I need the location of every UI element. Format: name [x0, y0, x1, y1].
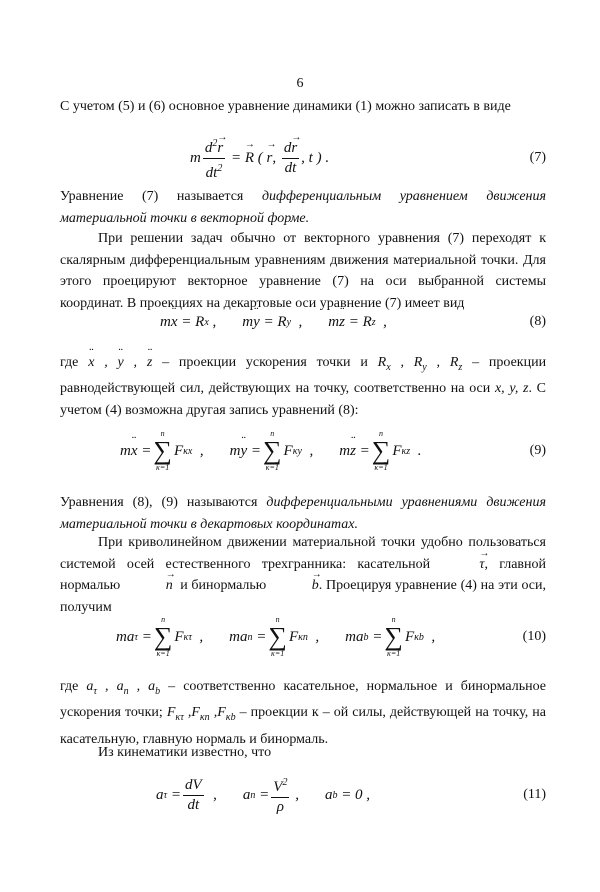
equation-10-formula: ma τ = n ∑ κ=1 F κτ , ma n = n ∑ κ=1 F κn , ma b = n ∑ κ=1 F κb , — [116, 615, 436, 658]
paragraph-natural-notation: где $a_\tau$ , $a_n$ , $a_b$ – соответственно касательное, нормальное и бинормальное ускорения точки; $F_{\kappa\tau}$ $,F_{\kappa n}$ $,F_{\kappa b}$ – проекции к – ой силы, действующей на точку, на касательную, главную нормаль и бинормаль. — [60, 679, 547, 747]
definition-cartesian-term: дифференциальными уравнениями движения материальной точки в декартовых координатах. — [60, 495, 546, 532]
paragraph-projection: При решении задач обычно от векторного уравнения (7) переходят к скалярным дифференциальным уравнениям движения материальной точки. Для этого проецируют векторное уравнение (7) на оси выбранной системы координат. В проекциях на декартовые оси уравнение (7) имеет вид — [60, 231, 546, 311]
page-number: 6 — [296, 76, 304, 91]
natural-notation-forces: – проекции к – ой силы, действующей на точку, на касательную, главную нормаль и бинормаль. — [60, 705, 546, 747]
equation-9-formula: m ¨ x = n ∑ κ=1 F κx , m ¨ y = n ∑ κ=1 F κy , m ¨ z = n ∑ κ=1 F κz . — [120, 420, 421, 482]
notation-where: где — [60, 355, 79, 370]
equation-8-formula: m ¨ x = R x , m ¨ y = R y , m ¨ z = R z , — [160, 294, 387, 350]
natural-axes-binormal: и бинормалью — [180, 578, 267, 593]
notation-axes: x, y, z — [494, 381, 529, 397]
equation-10-number: (10) — [522, 629, 546, 644]
paragraph-notation: где ¨ x , ¨ y , ¨ z – проекции ускорения точки и $R_x$ , $R_y$ , $R_z$ – проекции равнодействующей сил, действующих на точку, соответственно на оси x, y, z. С учетом (4) возможна другая запись уравнений (8): — [60, 352, 546, 421]
definition-term: дифференциальным уравнением движения материальной точки в векторной форме. — [60, 189, 546, 226]
equation-7 — [60, 130, 546, 186]
equation-8-number: (8) — [529, 314, 546, 329]
natural-notation-accel: – соответственно касательное, нормальное и бинормальное ускорения точки; — [60, 679, 547, 721]
equation-7-number: (7) — [529, 150, 546, 165]
paragraph-natural-axes: При криволинейном движении материальной точки удобно пользоваться системой осей естественного трехгранника: касательной → τ, главной нормалью → n и бинормалью → b. Проецируя уравнение (4) на эти оси, получим — [60, 532, 546, 618]
equation-7-formula: m $\frac{d^2\to r}{dt^2}$ = → R ( → r , $\frac{d\to r}{dt}$ , t ) . — [190, 130, 329, 186]
paragraph-intro: С учетом (5) и (6) основное уравнение динамики (1) можно записать в виде — [60, 99, 511, 114]
definition-text: Уравнение (7) называется — [60, 189, 262, 204]
natural-axes-text: При криволинейном движении материальной точки удобно пользоваться системой осей естественного трехгранника: касательной — [60, 535, 546, 572]
natural-notation-where: где — [60, 679, 79, 694]
paragraph-definition-vector — [60, 186, 546, 229]
notation-forces: – проекции равнодействующей сил, действующих на точку, соответственно на оси — [60, 355, 547, 397]
natural-axes-normal: , главной нормалью — [60, 556, 547, 593]
equation-9-number: (9) — [529, 443, 546, 458]
equation-11-number: (11) — [523, 787, 546, 802]
equation-11-formula: a τ = $\frac{dV}{dt}$ , a n = $\frac{V^2}{\rho}$ , a b = 0 , — [156, 766, 370, 824]
equation-11 — [60, 766, 546, 824]
paragraph-kinematics: Из кинематики известно, что — [98, 745, 272, 760]
notation-accel: – проекции ускорения точки и — [162, 355, 368, 370]
equation-9 — [60, 420, 546, 482]
paragraph-definition-cartesian — [60, 492, 546, 535]
natural-axes-tail: . Проецируя уравнение (4) на эти оси, получим — [60, 578, 546, 615]
equation-8 — [60, 294, 546, 350]
definition-cartesian-text: Уравнения (8), (9) называются — [60, 495, 267, 510]
equation-10 — [60, 606, 546, 668]
notation-tail: . С учетом (4) возможна другая запись уравнений (8): — [60, 381, 547, 418]
